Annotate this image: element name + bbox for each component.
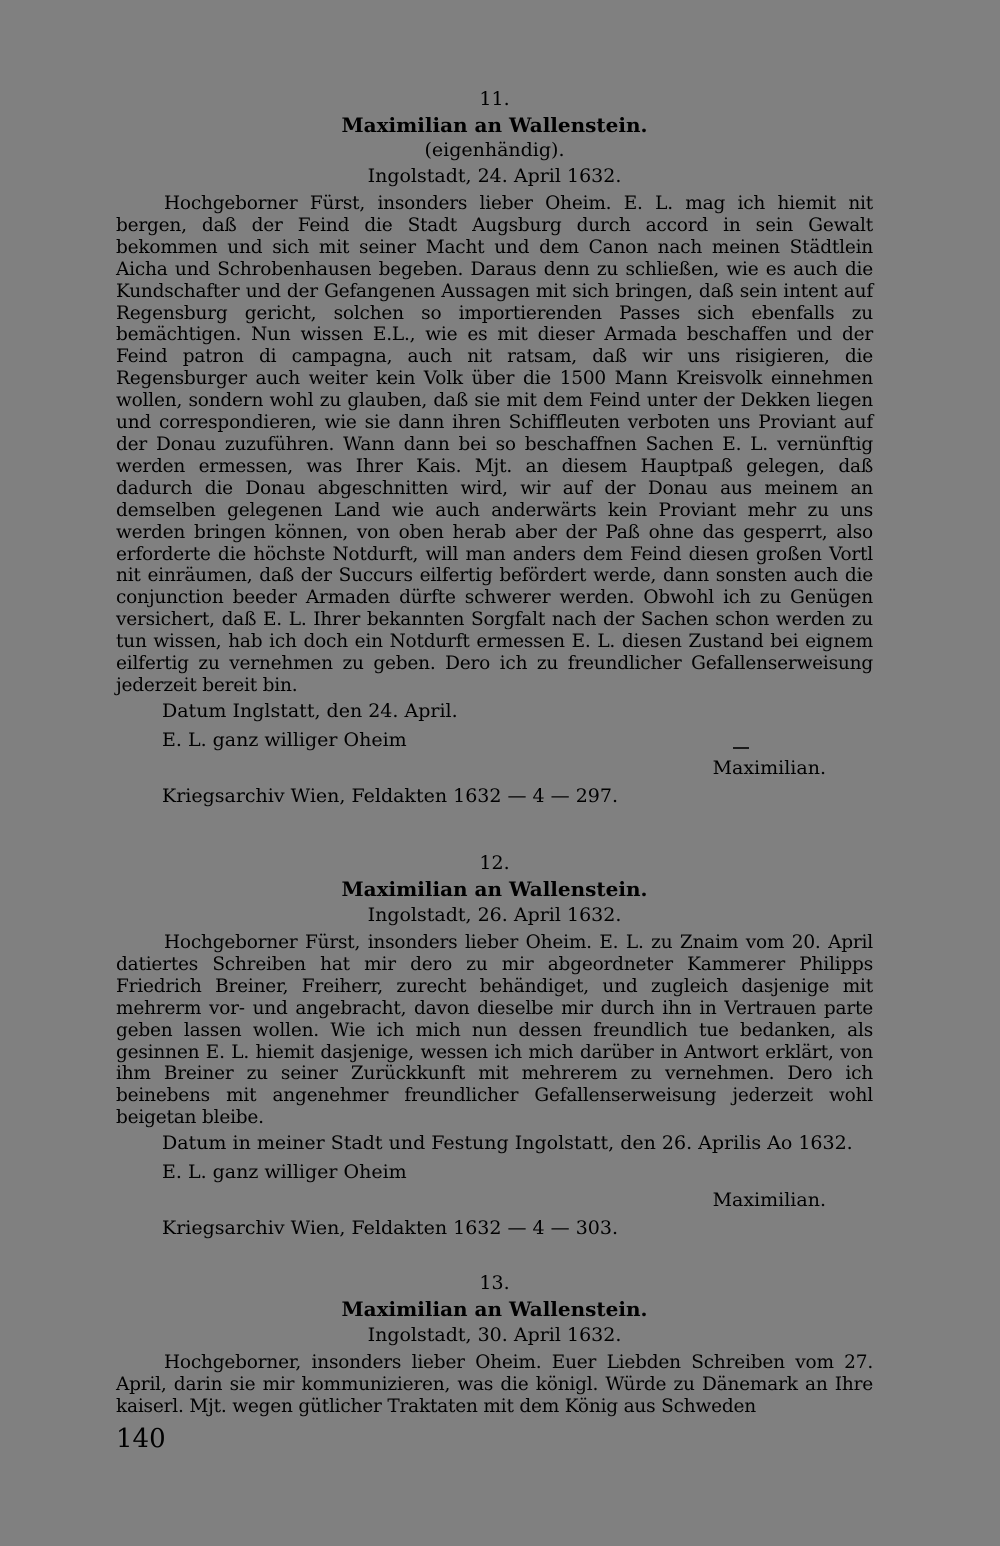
archive-reference: Kriegsarchiv Wien, Feldakten 1632 — 4 — 303. bbox=[162, 1217, 619, 1240]
letter-signature: Maximilian. bbox=[712, 756, 826, 779]
letter-11 bbox=[116, 86, 873, 811]
archive-reference: Kriegsarchiv Wien, Feldakten 1632 — 4 — 297. bbox=[162, 784, 619, 807]
letter-title: Maximilian an Wallenstein. bbox=[341, 1297, 648, 1321]
letter-title: Maximilian an Wallenstein. bbox=[341, 113, 648, 137]
ink-mark bbox=[733, 747, 749, 749]
letter-subtitle: (eigenhändig). bbox=[424, 139, 565, 161]
letter-body: Hochgeborner Fürst, insonders lieber Oheim. E. L. zu Znaim vom 20. April datiertes Schreiben hat mir dero zu mir abgeordneter Kammerer Philipps Friedrich Breiner, Freiherr, zurecht behändiget, und zugleich dasjenige mit mehrerm vor- und angebracht, davon dieselbe mir durch ihn in Vertrauen parte geben lassen wollen. Wie ich mich nun dessen freundlich tue bedanken, als gesinnen E. L. hiemit dasjenige, wessen ich mich darüber in Antwort erklärt, von ihm Breiner zu seiner Zurückkunft mit mehrerem zu vernehmen. Dero ich beinebens mit angenehmer freundlicher Gefallenserweisung jederzeit wohl beigetan bleibe. bbox=[116, 932, 873, 1129]
letter-title: Maximilian an Wallenstein. bbox=[341, 877, 648, 901]
letter-13 bbox=[116, 1270, 873, 1418]
letter-number: 11. bbox=[479, 88, 510, 110]
letter-body: Hochgeborner Fürst, insonders lieber Oheim. E. L. mag ich hiemit nit bergen, daß der Feind die Stadt Augsburg durch accord in sein Gewalt bekommen und sich mit seiner Macht und dem Canon nach meinen Städtlein Aicha und Schrobenhausen begeben. Daraus denn zu schließen, wie es auch die Kundschafter und der Gefangenen Aussagen mit sich bringen, daß sein intent auf Regensburg gericht, solchen so importierenden Passes sich ebenfalls zu bemächtigen. Nun wissen E.L., wie es mit dieser Armada beschaffen und der Feind patron di campagna, auch nit ratsam, daß wir uns risigieren, die Regensburger auch weiter kein Volk über die 1500 Mann Kreisvolk einnehmen wollen, sondern wohl zu glauben, daß sie mit dem Feind unter der Dekken liegen und correspondieren, wie sie dann ihren Schiffleuten verboten uns Proviant auf der Donau zuzuführen. Wann dann bei so beschaffnen Sachen E. L. vernünftig werden ermessen, was Ihrer Kais. Mjt. an diesem Hauptpaß gelegen, daß dadurch die Donau abgeschnitten wird, wir auf der Donau aus meinem an demselben gelegenen Land wie auch anderwärts kein Proviant mehr zu uns werden bringen können, von oben herab aber der Paß ohne das gesperrt, also erforderte die höchste Notdurft, will man anders dem Feind diesen großen Vortl nit einräumen, daß der Succurs eilfertig befördert werde, dann sonsten auch die conjunction beeder Armaden dürfte schwerer werden. Obwohl ich zu Genügen versichert, daß E. L. Ihrer bekannten Sorgfalt nach der Sachen schon werden zu tun wissen, hab ich doch ein Notdurft ermessen E. L. diesen Zustand bei eignem eilfertig zu vernehmen zu geben. Dero ich zu freundlicher Gefallenserweisung jederzeit bereit bin. bbox=[116, 193, 873, 696]
letter-number: 13. bbox=[479, 1272, 510, 1294]
page-number: 140 bbox=[116, 1424, 166, 1454]
letter-signature: Maximilian. bbox=[712, 1189, 826, 1212]
letter-12 bbox=[116, 850, 873, 1243]
letter-place-date: Ingolstadt, 30. April 1632. bbox=[367, 1324, 622, 1346]
letter-number: 12. bbox=[479, 852, 510, 874]
letter-body: Hochgeborner, insonders lieber Oheim. Euer Liebden Schreiben vom 27. April, darin sie mir kommunizieren, was die königl. Würde zu Dänemark an Ihre kaiserl. Mjt. wegen gütlicher Traktaten mit dem König aus Schweden bbox=[116, 1352, 873, 1417]
letter-dated-line: Datum in meiner Stadt und Festung Ingolstatt, den 26. Aprilis Ao 1632. bbox=[162, 1132, 853, 1155]
letter-place-date: Ingolstadt, 26. April 1632. bbox=[367, 904, 622, 926]
letter-closing: E. L. ganz williger Oheim bbox=[162, 728, 407, 751]
letter-dated-line: Datum Inglstatt, den 24. April. bbox=[162, 699, 458, 722]
letter-closing: E. L. ganz williger Oheim bbox=[162, 1161, 407, 1184]
letter-place-date: Ingolstadt, 24. April 1632. bbox=[367, 165, 622, 187]
